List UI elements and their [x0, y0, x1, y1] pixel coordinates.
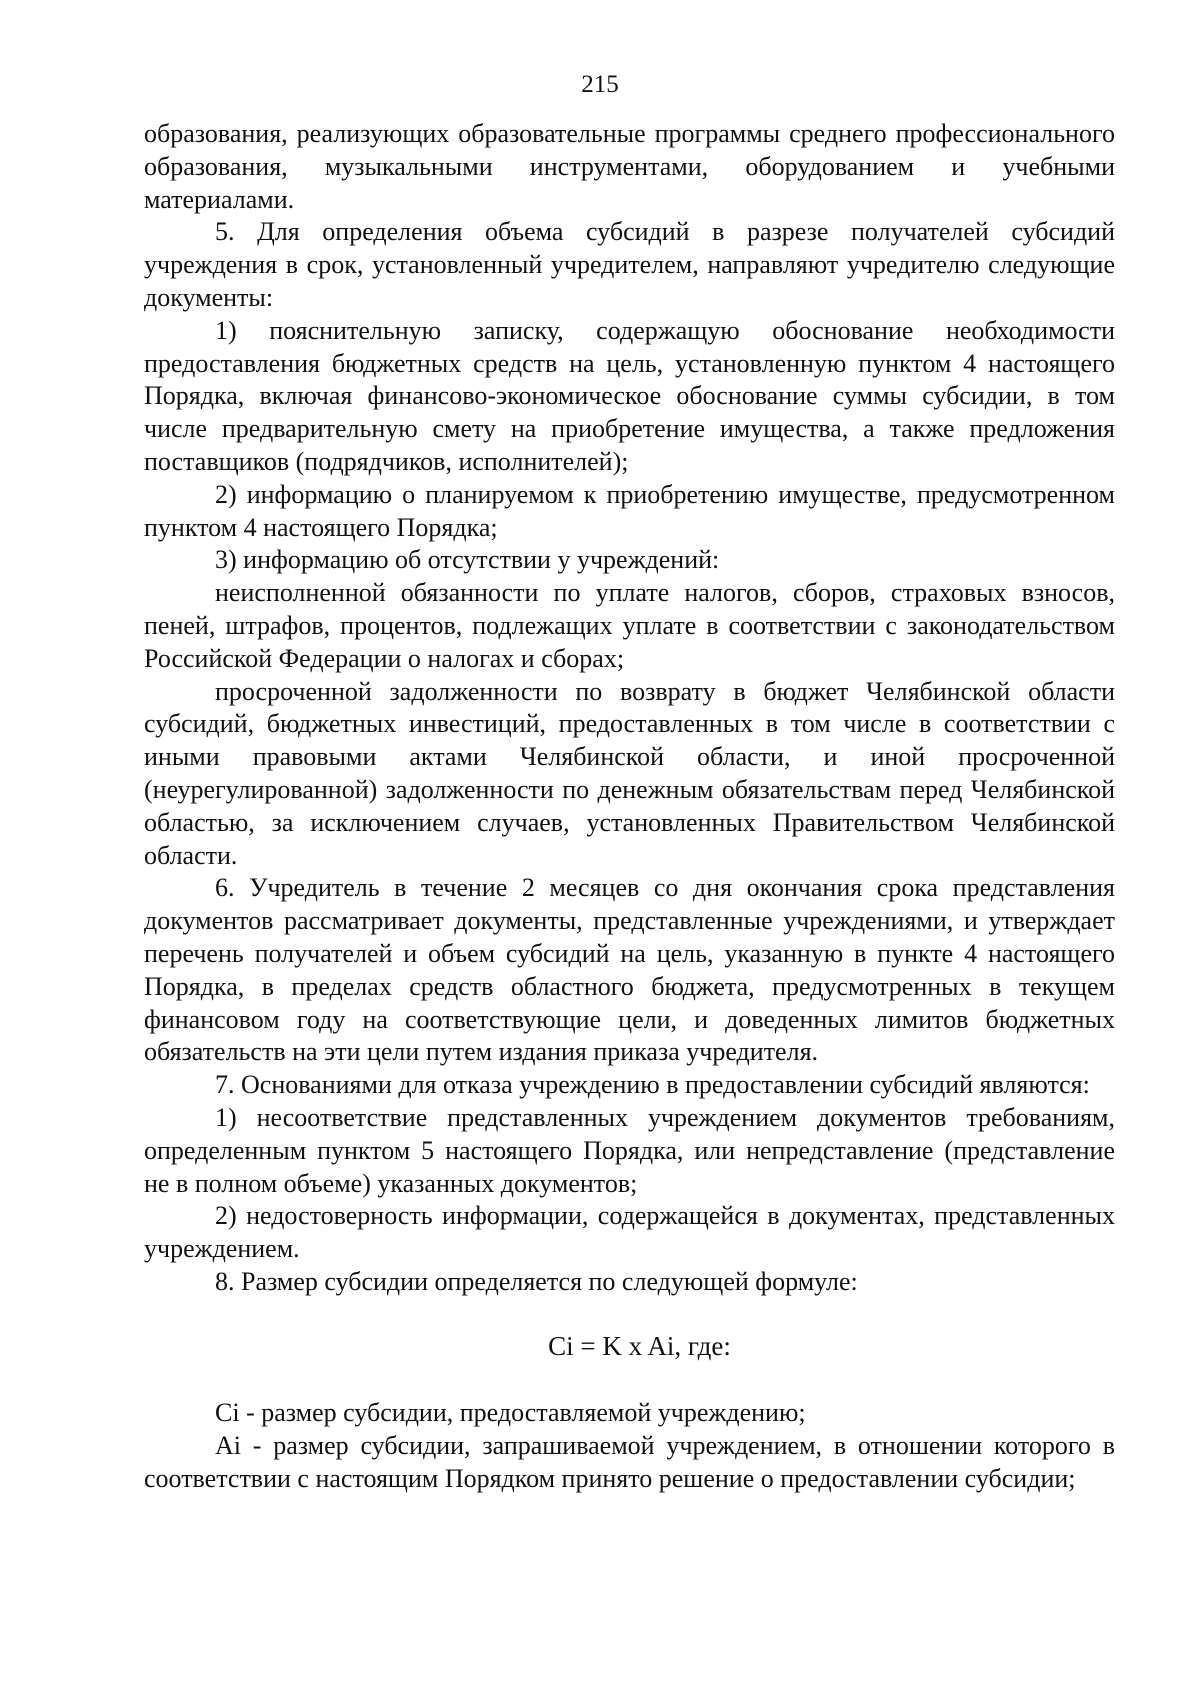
paragraph-overdue-debt: просроченной задолженности по возврату в бюджет Челябинской области субсидий, бюджетных инвестиций, предоставленных в том числе в соответствии с иными правовыми актами Челябинской области, и иной просроченной (неурегулированной) задолженности по денежным обязательствам перед Челябинской областью, за исключением случаев, установленных Правительством Челябинской области. — [144, 676, 1115, 870]
paragraph-item-7-2: 2) недостоверность информации, содержащейся в документах, представленных учреждением. — [144, 1201, 1115, 1264]
paragraph-item-5-3: 3) информацию об отсутствии у учреждений: — [215, 545, 720, 575]
page-number: 215 — [581, 71, 619, 98]
paragraph-item-5: 5. Для определения объема субсидий в разрезе получателей субсидий учреждения в срок, установленный учредителем, направляют учредителю следующие документы: — [144, 217, 1115, 312]
paragraph-tax-obligations: неисполненной обязанности по уплате налогов, сборов, страховых взносов, пеней, штрафов, процентов, подлежащих уплате в соответствии с законодательством Российской Федерации о налогах и сборах; — [144, 578, 1115, 673]
paragraph-item-7-1: 1) несоответствие представленных учреждением документов требованиям, определенным пунктом 5 настоящего Порядка, или непредставление (представление не в полном объеме) указанных документов; — [144, 1102, 1115, 1198]
document-body — [144, 118, 1115, 1496]
formula: Ci = K x Ai, где: — [548, 1330, 731, 1361]
paragraph-item-7: 7. Основаниями для отказа учреждению в предоставлении субсидий являются: — [215, 1070, 1090, 1100]
paragraph-item-8: 8. Размер субсидии определяется по следующей формуле: — [215, 1266, 858, 1296]
paragraph-item-6: 6. Учредитель в течение 2 месяцев со дня окончания срока представления документов рассматривает документы, представленные учреждениями, и утверждает перечень получателей и объем субсидий на цель, указанную в пункте 4 настоящего Порядка, в пределах средств областного бюджета, предусмотренных в текущем финансовом году на соответствующие цели, и доведенных лимитов бюджетных обязательств на эти цели путем издания приказа учредителя. — [144, 873, 1115, 1067]
paragraph-item-5-2: 2) информацию о планируемом к приобретению имуществе, предусмотренном пунктом 4 настоящего Порядка; — [144, 479, 1115, 542]
definition-ai: Ai - размер субсидии, запрашиваемой учреждением, в отношении которого в соответствии с настоящим Порядком принято решение о предоставлении субсидии; — [144, 1431, 1115, 1494]
definition-ci: Ci - размер субсидии, предоставляемой учреждению; — [215, 1398, 806, 1428]
paragraph-continuation: образования, реализующих образовательные программы среднего профессионального образования, музыкальными инструментами, оборудованием и учебными материалами. — [144, 119, 1115, 214]
paragraph-item-5-1: 1) пояснительную записку, содержащую обоснование необходимости предоставления бюджетных средств на цель, установленную пунктом 4 настоящего Порядка, включая финансово-экономическое обоснование суммы субсидии, в том числе предварительную смету на приобретение имущества, а также предложения поставщиков (подрядчиков, исполнителей); — [144, 315, 1115, 476]
